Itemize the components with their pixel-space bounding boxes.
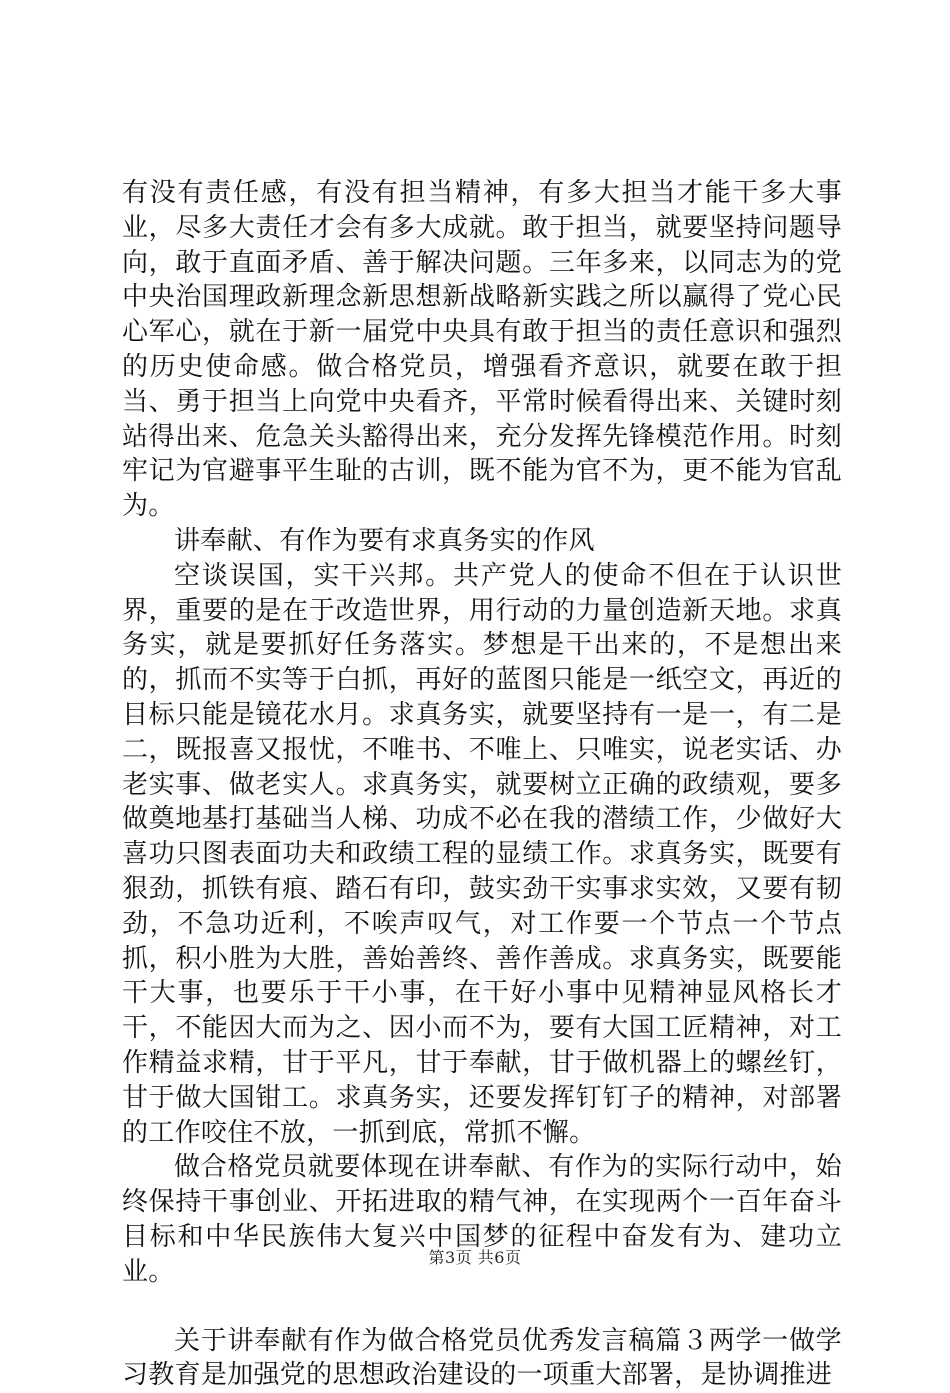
- paragraph-responsibility: 有没有责任感，有没有担当精神，有多大担当才能干多大事业，尽多大责任才会有多大成就。敢于担当，就要坚持问题导向，敢于直面矛盾、善于解决问题。三年多来，以同志为的党中央治国理政新理念新思想新战略新实践之所以赢得了党心民心军心，就在于新一届党中央具有敢于担当的责任意识和强烈的历史使命感。做合格党员，增强看齐意识，就要在敢于担当、勇于担当上向党中央看齐，平常时候看得出来、关键时刻站得出来、危急关头豁得出来，充分发挥先锋模范作用。时刻牢记为官避事平生耻的古训，既不能为官不为，更不能为官乱为。: [122, 176, 842, 524]
- paragraph-gap: [122, 1290, 842, 1324]
- body-text: [122, 176, 842, 1393]
- paragraph-practical-work: 空谈误国，实干兴邦。共产党人的使命不但在于认识世界，重要的是在于改造世界，用行动的力量创造新天地。求真务实，就是要抓好任务落实。梦想是干出来的，不是想出来的，抓而不实等于白抓，再好的蓝图只能是一纸空文，再近的目标只能是镜花水月。求真务实，就要坚持有一是一，有二是二，既报喜又报忧，不唯书、不唯上、只唯实，说老实话、办老实事、做老实人。求真务实，就要树立正确的政绩观，要多做奠地基打基础当人梯、功成不必在我的潜绩工作，少做好大喜功只图表面功夫和政绩工程的显绩工作。求真务实，既要有狠劲，抓铁有痕、踏石有印，鼓实劲干实事求实效，又要有韧劲，不急功近利，不唉声叹气，对工作要一个节点一个节点抓，积小胜为大胜，善始善终、善作善成。求真务实，既要能干大事，也要乐于干小事，在干好小事中见精神显风格长才干，不能因大而为之、因小而不为，要有大国工匠精神，对工作精益求精，甘于平凡，甘于奉献，甘于做机器上的螺丝钉，甘于做大国钳工。求真务实，还要发挥钉钉子的精神，对部署的工作咬住不放，一抓到底，常抓不懈。: [122, 559, 842, 1151]
- page-number-footer: 第3页 共6页: [0, 1245, 950, 1268]
- paragraph-conclusion: 做合格党员就要体现在讲奉献、有作为的实际行动中，始终保持干事创业、开拓进取的精气神，在实现两个一百年奋斗目标和中华民族伟大复兴中国梦的征程中奋发有为、建功立业。: [122, 1150, 842, 1289]
- paragraph-next-article: 关于讲奉献有作为做合格党员优秀发言稿篇３两学一做学习教育是加强党的思想政治建设的一项重大部署，是协调推进: [122, 1324, 842, 1393]
- section-heading: 讲奉献、有作为要有求真务实的作风: [122, 524, 842, 559]
